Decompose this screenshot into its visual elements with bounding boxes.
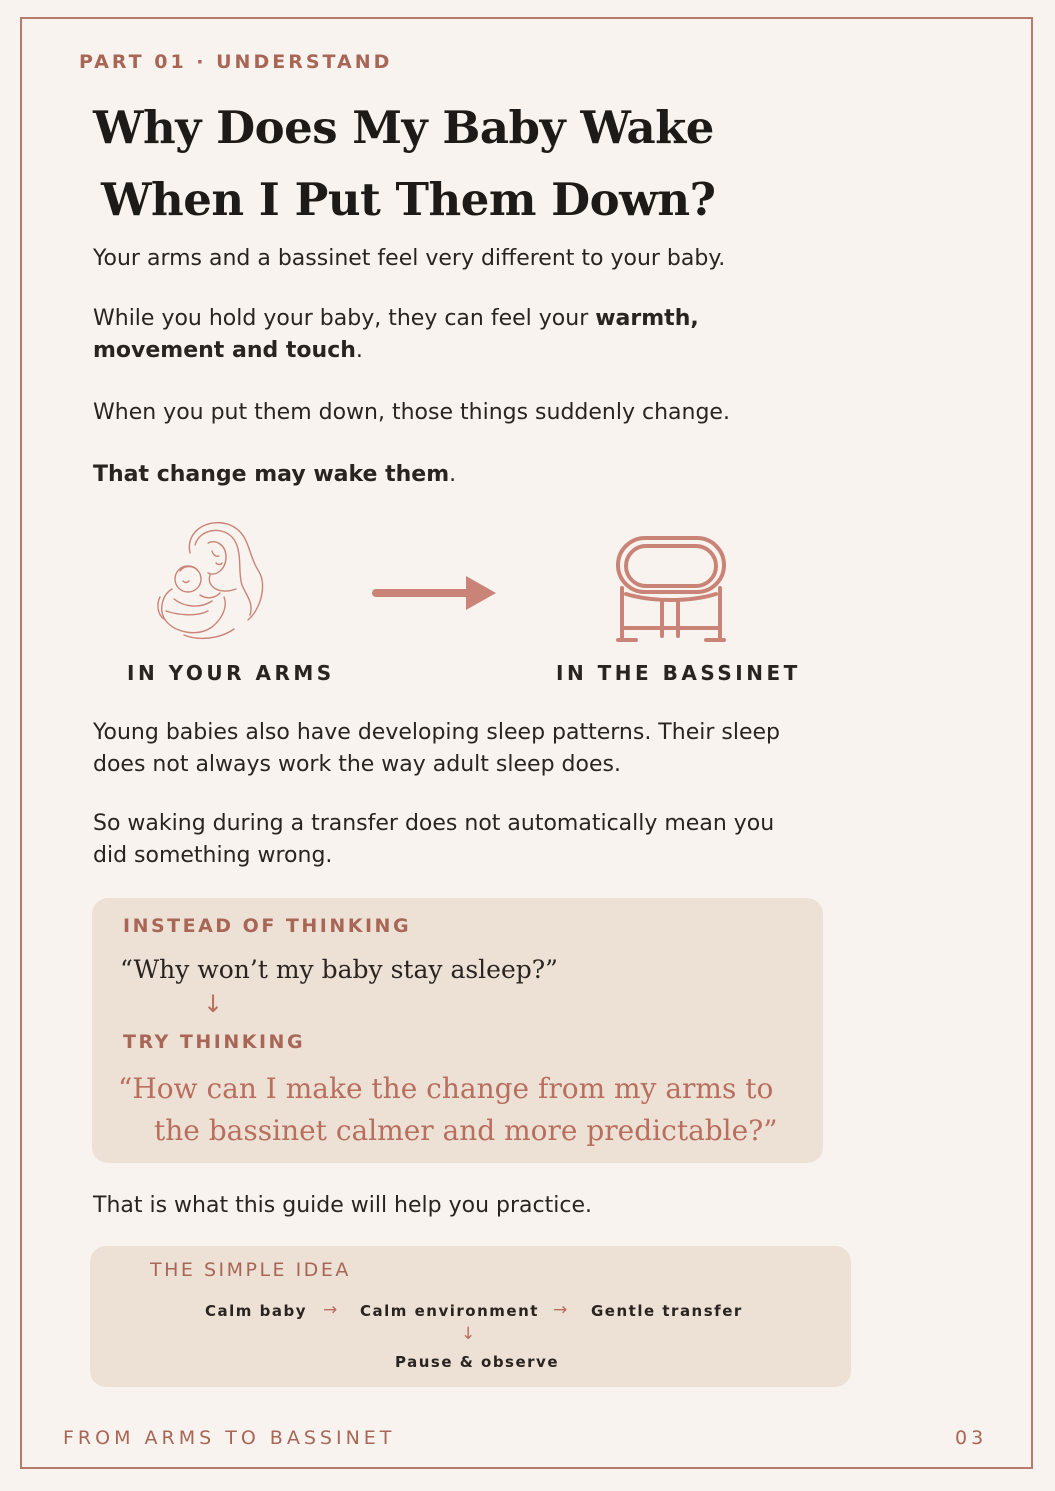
section-eyebrow: PART 01 · UNDERSTAND <box>79 51 393 73</box>
arrow-down-icon: ↓ <box>461 1324 476 1344</box>
p2-period: . <box>355 338 363 363</box>
simple-idea-heading: THE SIMPLE IDEA <box>150 1259 351 1281</box>
try-heading: TRY THINKING <box>123 1031 306 1053</box>
intro-paragraph-4 <box>93 459 833 491</box>
step-pause-observe: Pause & observe <box>395 1353 560 1371</box>
old-thought-quote: “Why won’t my baby stay asleep?” <box>120 955 558 984</box>
footer-title: FROM ARMS TO BASSINET <box>63 1427 396 1449</box>
label-in-your-arms: IN YOUR ARMS <box>127 661 335 685</box>
p2-emphasis: warmth, movement and touch <box>93 306 699 363</box>
arrow-right-icon <box>372 572 498 614</box>
p4-period: . <box>449 462 457 487</box>
middle-paragraph-1: Young babies also have developing sleep patterns. Their sleep does not always work the way adult sleep does. <box>93 720 780 777</box>
p2-text: While you hold your baby, they can feel your <box>93 306 596 331</box>
title-line-1: Why Does My Baby Wake <box>93 101 714 154</box>
new-thought-quote-line-1: “How can I make the change from my arms to <box>118 1072 774 1105</box>
step-calm-baby: Calm baby <box>205 1302 307 1320</box>
intro-paragraph-1: Your arms and a bassinet feel very different to your baby. <box>93 246 726 271</box>
step-gentle-transfer: Gentle transfer <box>591 1302 743 1320</box>
intro-paragraph-2 <box>93 303 793 367</box>
mother-holding-baby-icon <box>150 515 275 645</box>
step-calm-environment: Calm environment <box>360 1302 539 1320</box>
arrow-right-icon: → <box>323 1300 338 1320</box>
middle-paragraph-2: So waking during a transfer does not automatically mean you did something wrong. <box>93 811 775 868</box>
page-number: 03 <box>955 1427 988 1449</box>
closing-paragraph: That is what this guide will help you practice. <box>93 1193 592 1218</box>
arrow-right-icon: → <box>553 1300 568 1320</box>
p4-emphasis: That change may wake them <box>93 462 450 487</box>
bassinet-icon <box>612 532 730 646</box>
label-in-the-bassinet: IN THE BASSINET <box>556 661 801 685</box>
instead-heading: INSTEAD OF THINKING <box>123 915 412 937</box>
intro-paragraph-3: When you put them down, those things suddenly change. <box>93 400 730 425</box>
new-thought-quote-line-2: the bassinet calmer and more predictable?” <box>154 1114 778 1147</box>
arrow-down-icon: ↓ <box>203 990 224 1018</box>
title-line-2: When I Put Them Down? <box>101 173 716 226</box>
page-title <box>93 92 853 236</box>
